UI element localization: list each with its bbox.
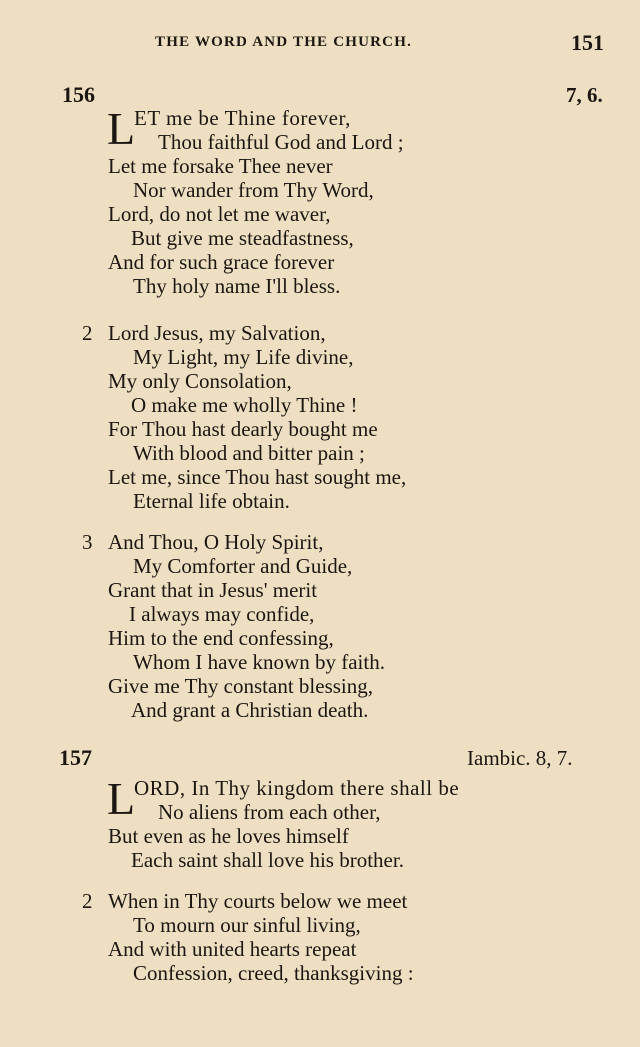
stanza-number: 2 xyxy=(82,889,93,913)
verse-line: But give me steadfastness, xyxy=(131,226,354,250)
page-number: 151 xyxy=(571,30,604,55)
hymn-meter: Iambic. 8, 7. xyxy=(467,746,573,770)
verse-line: To mourn our sinful living, xyxy=(133,913,361,937)
verse-line: Thou faithful God and Lord ; xyxy=(158,130,404,154)
verse-line: ORD, In Thy kingdom there shall be xyxy=(134,776,460,800)
verse-line: When in Thy courts below we meet xyxy=(108,889,408,913)
verse-line: Confession, creed, thanksgiving : xyxy=(133,961,414,985)
drop-cap: L xyxy=(107,103,136,154)
verse-line: And grant a Christian death. xyxy=(131,698,369,722)
verse-line: Nor wander from Thy Word, xyxy=(133,178,374,202)
verse-line: O make me wholly Thine ! xyxy=(131,393,358,417)
hymn-meter: 7, 6. xyxy=(566,83,603,107)
verse-line: Lord, do not let me waver, xyxy=(108,202,331,226)
verse-line: Give me Thy constant blessing, xyxy=(108,674,373,698)
running-header: THE WORD AND THE CHURCH. xyxy=(155,34,413,50)
verse-line: And Thou, O Holy Spirit, xyxy=(108,530,324,554)
verse-line: Thy holy name I'll bless. xyxy=(133,274,341,298)
drop-cap: L xyxy=(107,773,136,824)
verse-line: My Light, my Life divine, xyxy=(133,345,354,369)
verse-line: And with united hearts repeat xyxy=(108,937,357,961)
stanza-number: 2 xyxy=(82,321,93,345)
verse-line: Eternal life obtain. xyxy=(133,489,290,513)
verse-line: And for such grace forever xyxy=(108,250,335,274)
verse-line: No aliens from each other, xyxy=(158,800,381,824)
verse-line: But even as he loves himself xyxy=(108,824,349,848)
verse-line: My Comforter and Guide, xyxy=(133,554,353,578)
verse-line: Let me, since Thou hast sought me, xyxy=(108,465,407,489)
verse-line: Let me forsake Thee never xyxy=(108,154,333,178)
verse-line: Each saint shall love his brother. xyxy=(131,848,404,872)
verse-line: Grant that in Jesus' merit xyxy=(108,578,318,602)
stanza-number: 3 xyxy=(82,530,93,554)
verse-line: ET me be Thine forever, xyxy=(134,106,351,130)
verse-line: Whom I have known by faith. xyxy=(133,650,385,674)
verse-line: Him to the end confessing, xyxy=(108,626,334,650)
verse-line: I always may confide, xyxy=(129,602,315,626)
verse-line: My only Consolation, xyxy=(108,369,292,393)
hymn-number: 156 xyxy=(62,82,95,107)
verse-line: For Thou hast dearly bought me xyxy=(108,417,378,441)
hymn-number: 157 xyxy=(59,745,92,770)
verse-line: Lord Jesus, my Salvation, xyxy=(108,321,326,345)
verse-line: With blood and bitter pain ; xyxy=(133,441,365,465)
